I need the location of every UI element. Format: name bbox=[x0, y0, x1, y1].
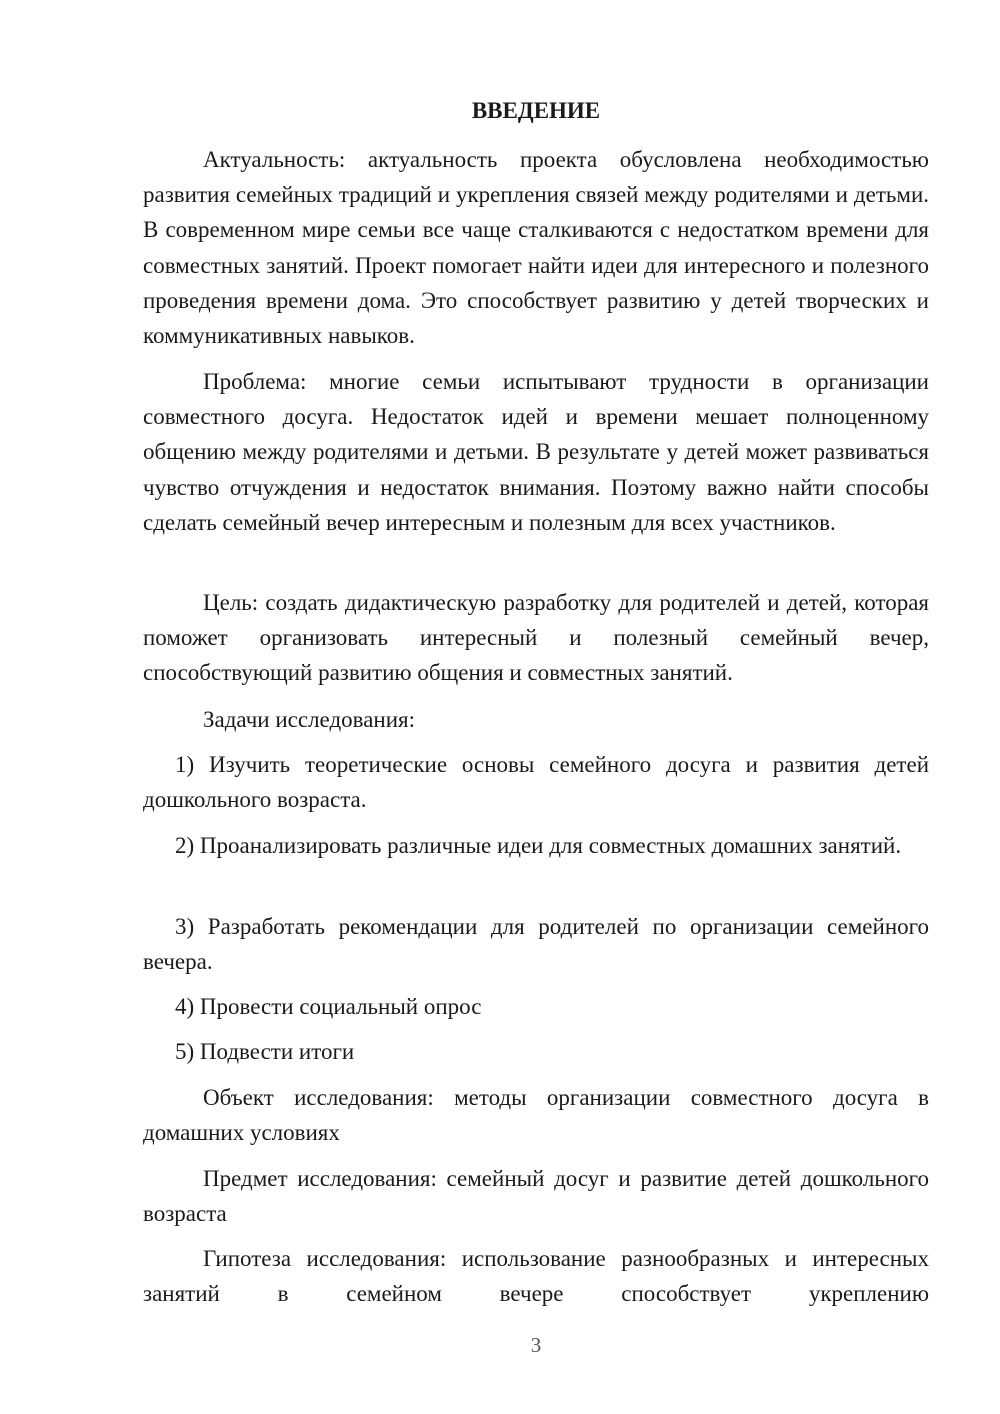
task-item-4: 4) Провести социальный опрос bbox=[175, 994, 482, 1019]
paragraph-relevance: Актуальность: актуальность проекта обусловлена необходимостью развития семейных традиций и укрепления связей между родителями и детьми. В современном мире семьи все чаще сталкиваются с недостатком времени для совместных занятий. Проект помогает найти идеи для интересного и полезного проведения времени дома. Это способствует развитию у детей творческих и коммуникативных навыков. bbox=[143, 147, 929, 349]
task-item-1: 1) Изучить теоретические основы семейного досуга и развития детей дошкольного возраста. bbox=[143, 752, 929, 813]
paragraph-hypothesis: Гипотеза исследования: использование разнообразных и интересных занятий в семейном вечере способствует укреплению bbox=[143, 1246, 929, 1307]
task-item-2: 2) Проанализировать различные идеи для совместных домашних занятий. bbox=[175, 833, 902, 858]
paragraph-goal: Цель: создать дидактическую разработку для родителей и детей, которая поможет организовать интересный и полезный семейный вечер, способствующий развитию общения и совместных занятий. bbox=[143, 590, 929, 686]
section-heading: ВВЕДЕНИЕ bbox=[471, 98, 601, 123]
task-item-5: 5) Подвести итоги bbox=[175, 1039, 355, 1064]
task-item-3: 3) Разработать рекомендации для родителей по организации семейного вечера. bbox=[143, 914, 929, 975]
paragraph-problem: Проблема: многие семьи испытывают трудности в организации совместного досуга. Недостаток идей и времени мешает полноценному общению между родителями и детьми. В результате у детей может развиваться чувство отчуждения и недостаток внимания. Поэтому важно найти способы сделать семейный вечер интересным и полезным для всех участников. bbox=[143, 369, 929, 535]
paragraph-subject: Предмет исследования: семейный досуг и развитие детей дошкольного возраста bbox=[143, 1166, 929, 1227]
paragraph-object: Объект исследования: методы организации совместного досуга в домашних условиях bbox=[143, 1085, 929, 1146]
page-number: 3 bbox=[530, 1333, 542, 1357]
tasks-title: Задачи исследования: bbox=[203, 707, 416, 732]
